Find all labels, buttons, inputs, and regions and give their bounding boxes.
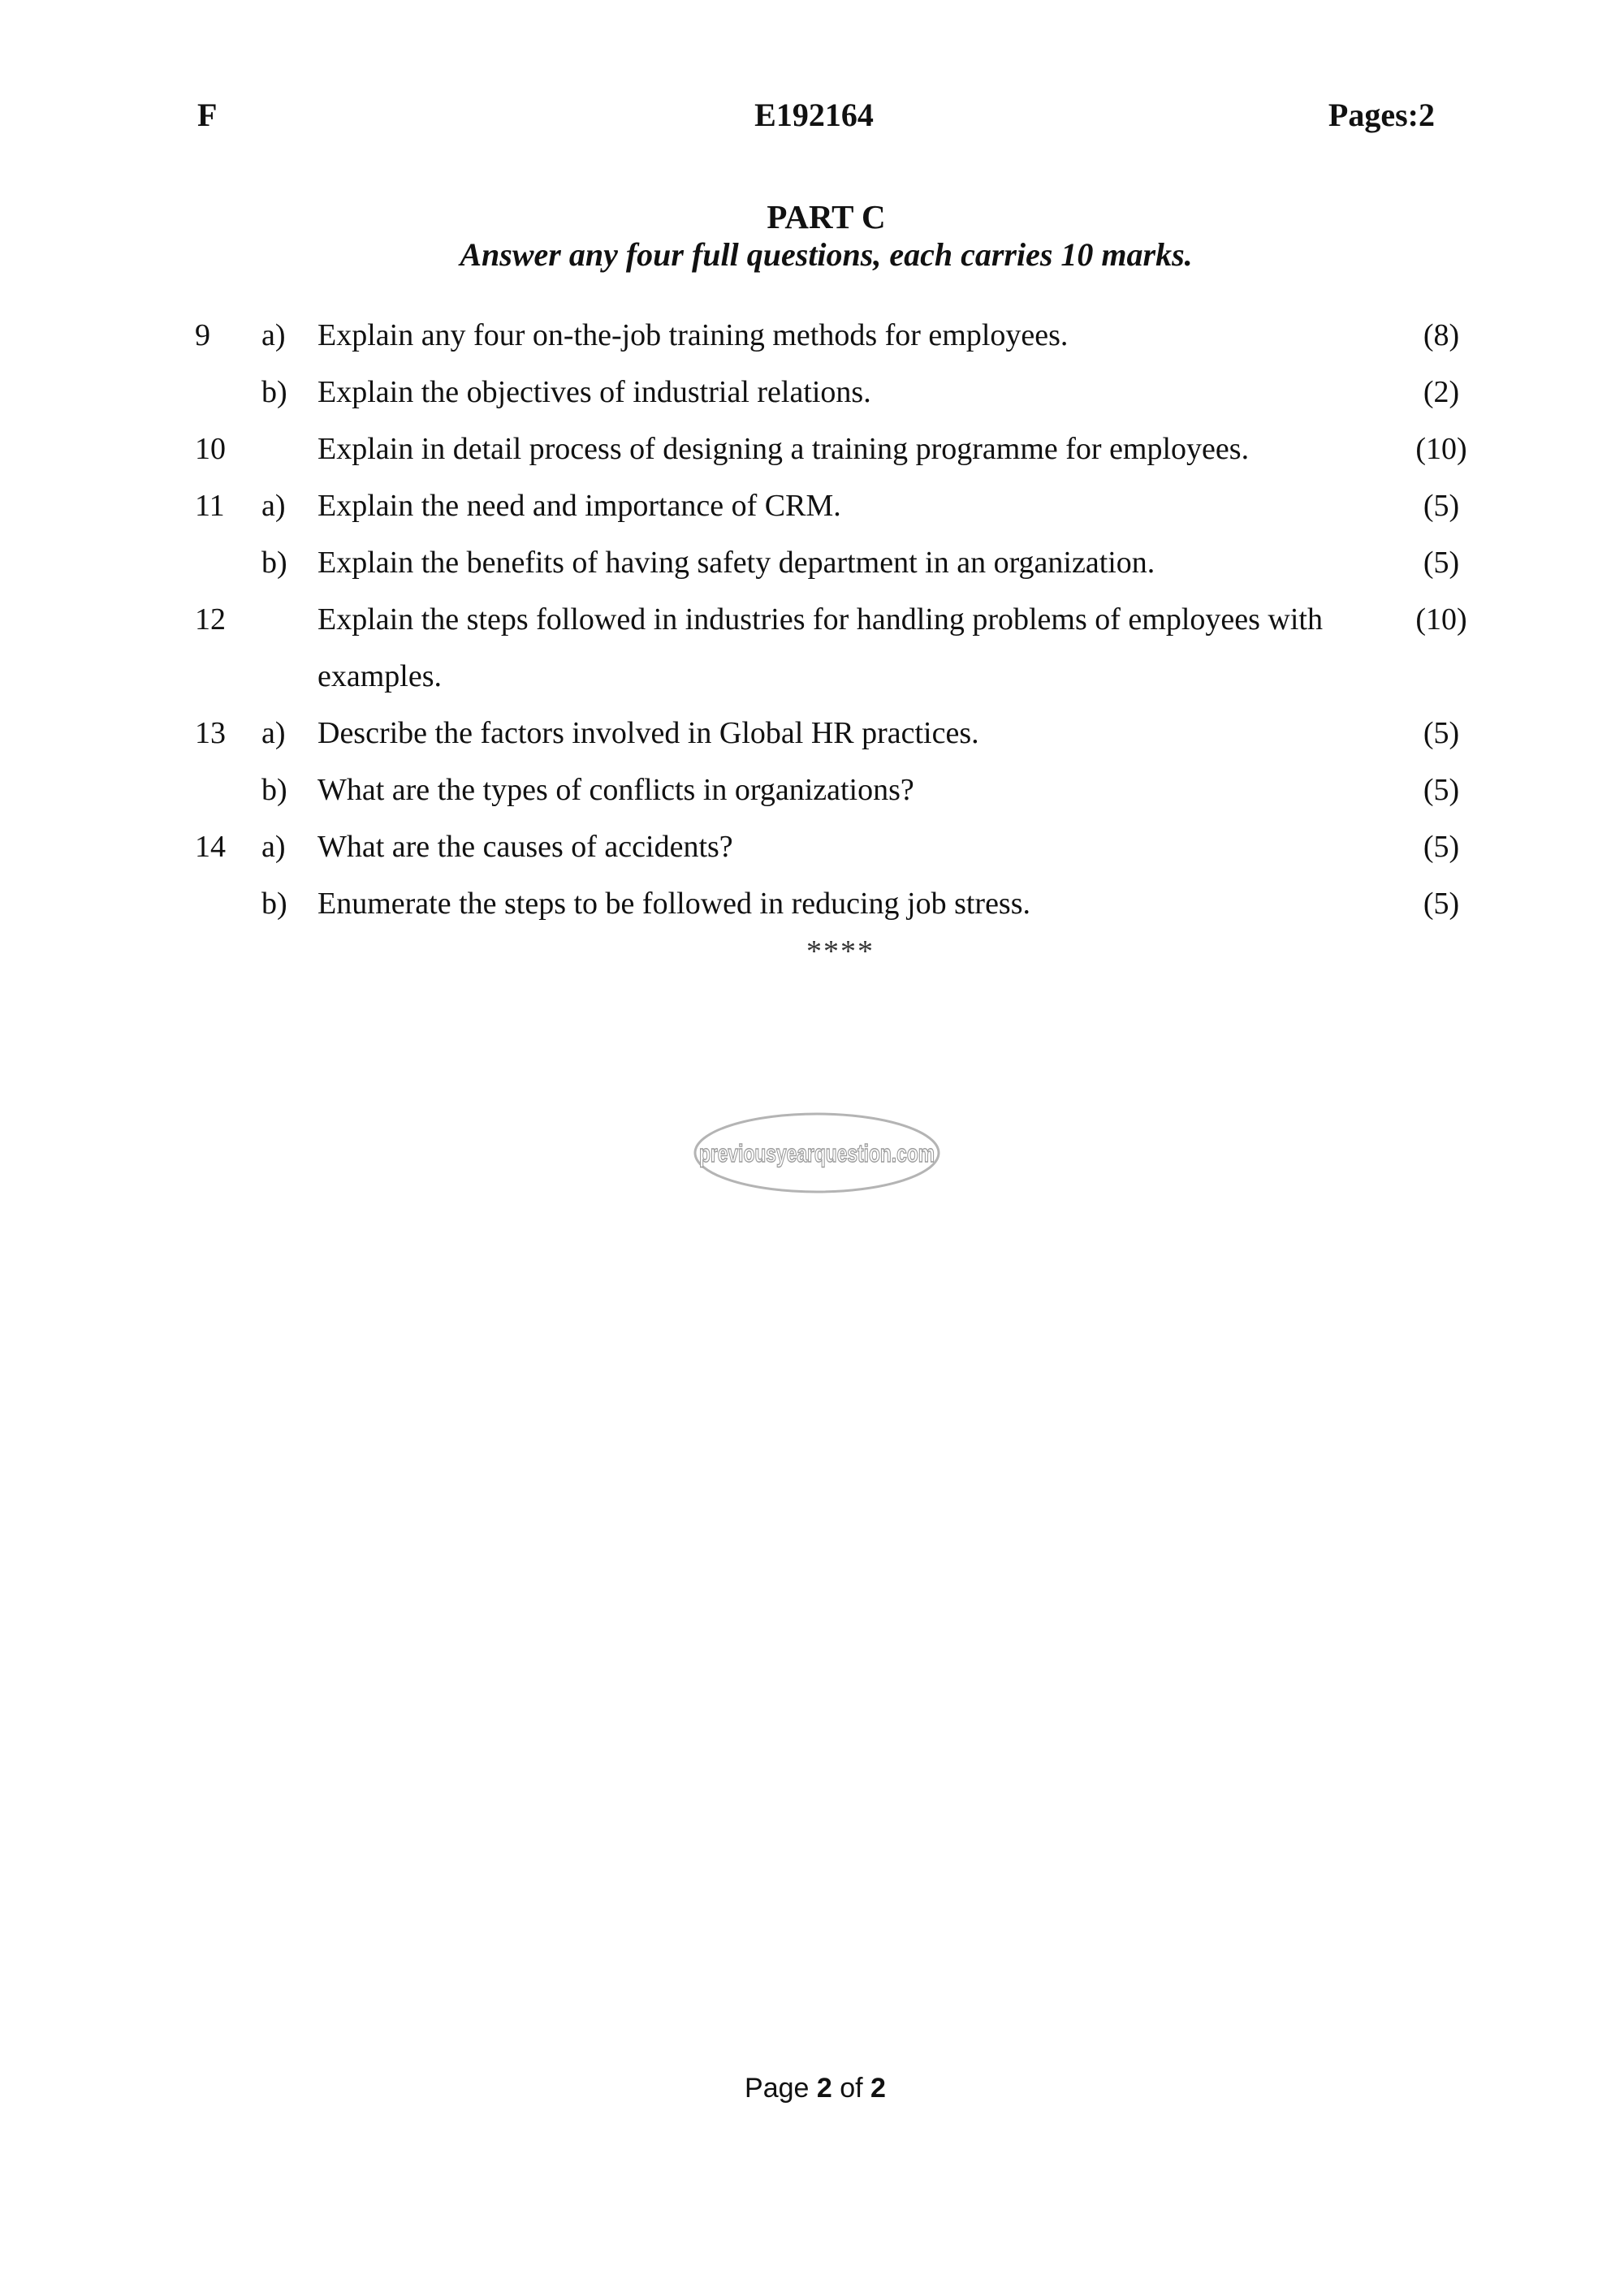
question-marks: (5) — [1423, 887, 1460, 921]
question-number: 10 — [195, 432, 226, 466]
page-footer — [0, 2070, 1624, 2106]
page-count: Pages:2 — [1328, 97, 1435, 133]
watermark-logo — [693, 1111, 941, 1194]
question-row — [195, 307, 1486, 364]
sub-question-label: a) — [261, 318, 286, 352]
footer-page-prefix: Page — [745, 2073, 817, 2104]
question-row — [195, 705, 1486, 762]
question-marks: (10) — [1415, 432, 1467, 466]
sub-question-label: b) — [261, 375, 287, 409]
question-marks: (2) — [1423, 375, 1460, 409]
sub-question-label: a) — [261, 716, 286, 750]
question-row — [195, 421, 1486, 477]
question-marks: (8) — [1423, 318, 1460, 352]
question-text: Explain in detail process of designing a training programme for employees. — [317, 432, 1250, 466]
question-number: 14 — [195, 830, 226, 864]
question-text: Explain the objectives of industrial relations. — [317, 375, 871, 409]
question-text: Explain the need and importance of CRM. — [317, 489, 841, 523]
question-row — [195, 818, 1486, 875]
sub-question-label: a) — [261, 830, 286, 864]
question-text-line-2: examples. — [317, 659, 443, 693]
sub-question-label: a) — [261, 489, 286, 523]
question-text-line-1: Explain the steps followed in industries for handling problems of employees with — [317, 602, 1323, 637]
question-marks: (5) — [1423, 773, 1460, 807]
question-marks: (10) — [1415, 602, 1467, 637]
question-number: 13 — [195, 716, 226, 750]
part-title: PART C — [767, 198, 886, 235]
question-row — [195, 534, 1486, 591]
part-instruction: Answer any four full questions, each carries 10 marks. — [460, 236, 1193, 273]
end-of-paper-marker: **** — [806, 934, 875, 969]
question-marks: (5) — [1423, 716, 1460, 750]
question-text: What are the types of conflicts in organizations? — [317, 773, 914, 807]
question-text: Explain the benefits of having safety department in an organization. — [317, 546, 1155, 580]
question-text: What are the causes of accidents? — [317, 830, 733, 864]
footer-current-page: 2 — [816, 2073, 832, 2104]
paper-code: E192164 — [754, 97, 874, 133]
question-row — [195, 477, 1486, 534]
watermark-text: previousyearquestion.com — [699, 1139, 935, 1167]
question-number: 9 — [195, 318, 210, 352]
question-text — [317, 591, 1584, 705]
footer-total-pages: 2 — [870, 2073, 886, 2104]
set-code: F — [197, 97, 218, 133]
question-number: 12 — [195, 602, 226, 637]
question-text: Describe the factors involved in Global HR practices. — [317, 716, 979, 750]
question-row — [195, 364, 1486, 421]
question-row — [195, 762, 1486, 818]
question-row — [195, 591, 1486, 705]
question-marks: (5) — [1423, 546, 1460, 580]
sub-question-label: b) — [261, 887, 287, 921]
sub-question-label: b) — [261, 773, 287, 807]
question-marks: (5) — [1423, 489, 1460, 523]
question-marks: (5) — [1423, 830, 1460, 864]
sub-question-label: b) — [261, 546, 287, 580]
question-text: Explain any four on-the-job training methods for employees. — [317, 318, 1069, 352]
footer-of: of — [831, 2073, 871, 2104]
question-number: 11 — [195, 489, 225, 523]
question-list — [195, 307, 1486, 932]
question-row — [195, 875, 1486, 932]
question-text: Enumerate the steps to be followed in reducing job stress. — [317, 887, 1031, 921]
